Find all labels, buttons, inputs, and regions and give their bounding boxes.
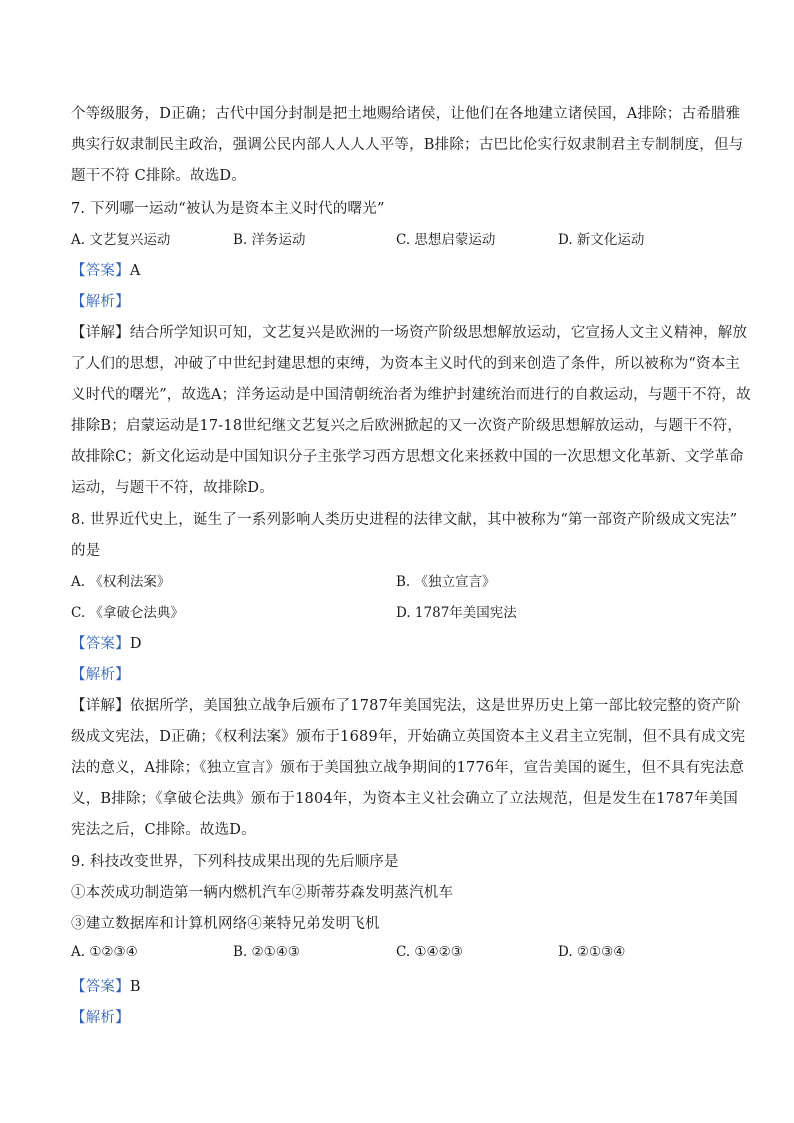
q8-analysis-tag — [71, 663, 130, 684]
q8-option-b: B. 《独立宣言》 — [396, 574, 496, 590]
q9-option-c: C. ①④②③ — [396, 944, 463, 960]
q9-analysis-tag — [71, 1006, 130, 1027]
q8-answer — [71, 632, 142, 653]
q9-option-d: D. ②①③④ — [558, 944, 626, 960]
answer-tag: 【答案】 — [71, 979, 130, 995]
answer-tag: 【答案】 — [71, 636, 130, 652]
q8-detail-line: 法的意义，A排除；《独立宣言》颁布于美国独立战争期间的1776年，宣告美国的诞生，但不具有宪法意 — [71, 760, 745, 776]
detail-text: 依据所学，美国独立战争后颁布了1787年美国宪法，这是世界历史上第一部比较完整的资产阶 — [129, 698, 741, 714]
q7-option-a: A. 文艺复兴运动 — [71, 232, 171, 248]
question-9-stem: 9. 科技改变世界，下列科技成果出现的先后顺序是 — [71, 854, 399, 870]
analysis-tag: 【解析】 — [71, 667, 130, 683]
q7-detail-line — [71, 321, 747, 342]
q9-option-b: B. ②①④③ — [233, 944, 300, 960]
q8-option-a: A. 《权利法案》 — [71, 574, 171, 590]
q9-items-line: ③建立数据库和计算机网络④莱特兄弟发明飞机 — [71, 916, 380, 932]
q7-analysis-tag — [71, 290, 130, 311]
detail-tag: 【详解】 — [71, 325, 130, 341]
q7-detail-line: 运动，与题干不符，故排除D。 — [71, 480, 274, 496]
q8-detail-line: 级成文宪法，D正确；《权利法案》颁布于1689年，开始确立英国资本主义君主立宪制，但不具有成文宪 — [71, 729, 746, 745]
q7-option-d: D. 新文化运动 — [558, 232, 645, 248]
q9-option-a: A. ①②③④ — [71, 944, 138, 960]
q8-detail-line: 义，B排除；《拿破仑法典》颁布于1804年，为资本主义社会确立了立法规范，但是发生在1787年美国 — [71, 791, 739, 807]
q8-option-d: D. 1787年美国宪法 — [396, 605, 517, 621]
answer-value: B — [129, 979, 141, 995]
q8-option-c: C. 《拿破仑法典》 — [71, 605, 184, 621]
q7-option-b: B. 洋务运动 — [233, 232, 306, 248]
question-8-stem: 的是 — [71, 543, 101, 559]
answer-tag: 【答案】 — [71, 263, 130, 279]
analysis-tag: 【解析】 — [71, 294, 130, 310]
text-line: 题干不符 C排除。故选D。 — [71, 168, 246, 184]
q7-detail-line: 义时代的曙光”，故选A；洋务运动是中国清朝统治者为维护封建统治而进行的自救运动，与题干不符，故 — [71, 387, 751, 403]
q7-answer — [71, 259, 140, 280]
q7-option-c: C. 思想启蒙运动 — [396, 232, 496, 248]
q9-answer — [71, 975, 141, 996]
detail-text: 结合所学知识可知，文艺复兴是欧洲的一场资产阶级思想解放运动，它宣扬人文主义精神，解放 — [129, 325, 748, 341]
question-8-stem: 8. 世界近代史上，诞生了一系列影响人类历史进程的法律文献，其中被称为“第一部资产阶级成文宪法” — [71, 512, 738, 528]
q7-detail-line: 了人们的思想，冲破了中世纪封建思想的束缚，为资本主义时代的到来创造了条件，所以被称为“资本主 — [71, 356, 741, 372]
q8-detail-line: 宪法之后，C排除。故选D。 — [71, 822, 256, 838]
answer-value: A — [129, 263, 141, 279]
question-7-stem: 7. 下列哪一运动“被认为是资本主义时代的曙光” — [71, 201, 385, 217]
q7-detail-line: 故排除C；新文化运动是中国知识分子主张学习西方思想文化来拯救中国的一次思想文化革新、文学革命 — [71, 449, 744, 465]
text-line: 个等级服务，D正确；古代中国分封制是把土地赐给诸侯，让他们在各地建立诸侯国，A排除；古希腊雅 — [71, 106, 741, 122]
q7-detail-line: 排除B；启蒙运动是17-18世纪继文艺复兴之后欧洲掀起的又一次资产阶级思想解放运动，与题干不符， — [71, 418, 743, 434]
text-line: 典实行奴隶制民主政治，强调公民内部人人人人平等，B排除；古巴比伦实行奴隶制君主专制制度，但与 — [71, 137, 744, 153]
answer-value: D — [129, 636, 142, 652]
analysis-tag: 【解析】 — [71, 1010, 130, 1026]
q9-items-line: ①本茨成功制造第一辆内燃机汽车②斯蒂芬森发明蒸汽机车 — [71, 885, 454, 901]
q8-detail-line — [71, 694, 741, 715]
detail-tag: 【详解】 — [71, 698, 130, 714]
